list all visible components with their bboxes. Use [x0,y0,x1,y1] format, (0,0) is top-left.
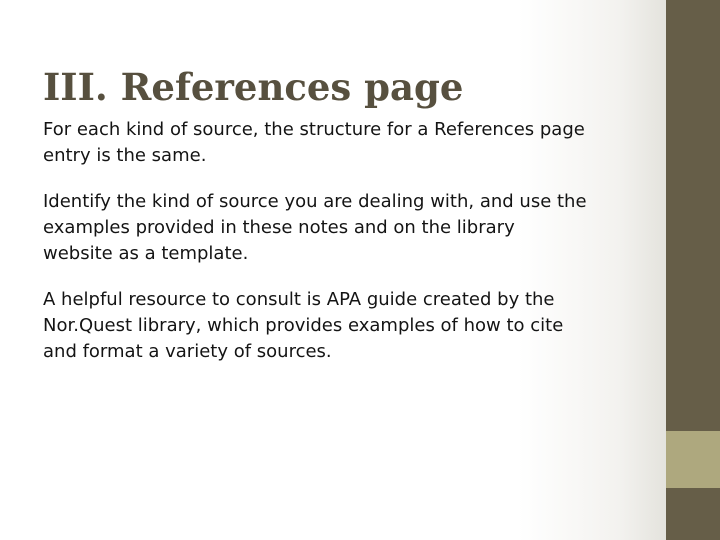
text-line: entry is the same. [43,145,207,166]
text-line: For each kind of source, the structure for a References page [43,119,585,140]
paragraph-identify-source [43,189,643,267]
paragraph-apa-guide [43,287,643,365]
sidebar-accent-block [666,431,720,488]
text-line: Nor.Quest library, which provides examples of how to cite [43,315,564,336]
text-line: examples provided in these notes and on the library [43,217,515,238]
text-line: and format a variety of sources. [43,341,332,362]
paragraph-structure [43,117,643,169]
slide-title: III. References page [43,64,464,109]
text-line: website as a template. [43,243,249,264]
slide-body [43,117,643,385]
text-line: A helpful resource to consult is APA guide created by the [43,289,555,310]
text-line: Identify the kind of source you are dealing with, and use the [43,191,587,212]
